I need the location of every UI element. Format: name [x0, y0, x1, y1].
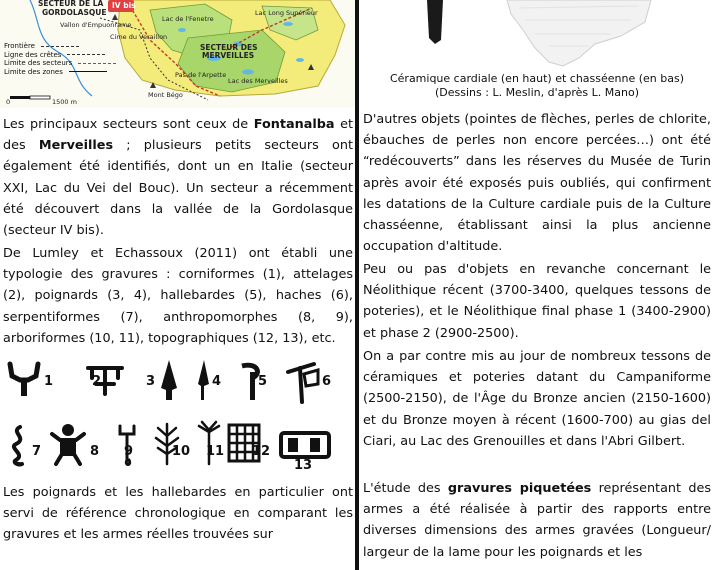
- pottery-sherd-drawing: [359, 0, 715, 72]
- figure-number-1: 1: [44, 374, 54, 389]
- left-column: [0, 0, 355, 570]
- paragraph-bronze-age: On a par contre mis au jour de nombreux tessons de céramiques et poteries datant du Campaniforme (2500-2150), de l'Âge du Bronze ancien (2150-1600) et du Bronze moyen à récent (1600-700) au gias del Ciari, au Lac des Grenouilles et dans l'Abri Gilbert.: [363, 349, 711, 449]
- figure-number-3: 3: [146, 374, 156, 389]
- map-title-line2: GORDOLASQUE: [42, 8, 107, 17]
- corniform-glyph: [6, 360, 42, 400]
- anthropomorph-glyph: [48, 420, 88, 468]
- map-scale: 1500 m: [52, 98, 77, 106]
- figure-number-5: 5: [258, 374, 268, 389]
- map-label-lac-fenetre: Lac de l'Fenetre: [162, 15, 214, 23]
- dagger-glyph: [158, 358, 180, 402]
- map-label-lac-long: Lac Long Supérieur: [255, 9, 318, 17]
- figure-number-10: 10: [172, 444, 191, 459]
- map-label-bego: Mont Bégo: [148, 91, 183, 99]
- paragraph-objects: D'autres objets (pointes de flèches, perles de chlorite, ébauches de perles non encore percées…) ont été “redécouverts” dans les réserves du Musée de Turin après avoir été exposés puis oubliés, qui confirment les datations de la Culture cardiale puis de la Culture chasséenne, établissant ainsi la plus ancienne occupation d'altitude.: [363, 112, 711, 255]
- map-sector-merveilles-1: SECTEUR DES: [200, 43, 258, 52]
- paragraph-engravings-study: L'étude des gravures piquetées représentant des armes a été réalisée à partir des rapports entre diverses dimensions des armes gravées (Longueur/ largeur de la lame pour les poignards et les: [363, 481, 711, 560]
- legend-frontier: Frontière: [4, 42, 116, 51]
- figure-number-8: 8: [90, 444, 100, 459]
- sector-map: [0, 0, 355, 108]
- figure-number-4: 4: [212, 374, 222, 389]
- map-label-arpette: Pas de l'Arpette: [175, 71, 227, 79]
- map-label-lac-merveilles: Lac des Merveilles: [228, 77, 288, 85]
- term-fontanalba: Fontanalba: [253, 117, 335, 132]
- paragraph-sectors: Les principaux secteurs sont ceux de Fontanalba et des Merveilles ; plusieurs petits secteurs ont également été identifiés, dont un en Italie (secteur XXI, Lac du Vei del Bouc). Un secteur a récemment été découvert dans la vallée de la Gordolasque (secteur IV bis).: [3, 117, 353, 239]
- figure-number-13: 13: [294, 458, 313, 473]
- legend-swatch: [78, 63, 116, 64]
- map-legend: [4, 42, 116, 76]
- engraving-typology-figure: [0, 358, 355, 478]
- arboriform-glyph-2: [196, 420, 225, 466]
- figure-number-6: 6: [322, 374, 332, 389]
- map-sector-merveilles-2: MERVEILLES: [202, 51, 255, 60]
- map-sector-badge: IV bis: [112, 1, 136, 10]
- dagger-glyph-2: [196, 358, 212, 402]
- legend-sector-limit: Limite des secteurs: [4, 59, 116, 68]
- map-scale-zero: 0: [6, 98, 11, 106]
- paragraph-neolithic: Peu ou pas d'objets en revanche concernant le Néolithique récent (3700-3400, quelques tessons de poteries), et le Néolithique final phase 1 (3400-2900) et phase 2 (2900-2500).: [363, 262, 711, 341]
- caption-line-2: (Dessins : L. Meslin, d'après L. Mano): [435, 86, 639, 99]
- map-label-vallon: Vallon d'Empuonrame: [60, 21, 132, 29]
- axe-glyph: [284, 360, 322, 404]
- term-merveilles: Merveilles: [38, 138, 114, 154]
- legend-zone-limit: Limite des zones: [4, 68, 116, 77]
- yoke-glyph: [84, 360, 126, 400]
- figure-number-9: 9: [124, 444, 134, 459]
- arboriform-glyph: [152, 420, 182, 466]
- term-gravures-piquetees: gravures piquetées: [447, 481, 592, 496]
- figure-number-11: 11: [206, 444, 225, 459]
- paragraph-weapons: Les poignards et les hallebardes en particulier ont servi de référence chronologique en comparant les gravures et les armes réelles trouvées sur: [3, 485, 353, 543]
- map-title-line1: SECTEUR DE LA: [38, 0, 104, 8]
- legend-swatch: [41, 46, 79, 47]
- legend-swatch: [67, 54, 105, 55]
- figure-number-12: 12: [252, 444, 271, 459]
- figure-caption: [359, 72, 715, 100]
- right-column: [359, 0, 715, 570]
- topographic-rect-glyph: [278, 430, 332, 460]
- figure-number-7: 7: [32, 444, 42, 459]
- paragraph-typology: De Lumley et Echassoux (2011) ont établi une typologie des gravures : corniformes (1), attelages (2), poignards (3, 4), hallebardes (5), haches (6), serpentiformes (7), anthropomorphes (8, 9), arboriformes (10, 11), topographiques (12, 13), etc.: [3, 246, 353, 346]
- serpentiform-glyph: [6, 424, 32, 468]
- map-label-veraillon: Cime du Veraillon: [110, 33, 168, 41]
- legend-crest: Ligne des crêtes: [4, 51, 116, 60]
- figure-number-2: 2: [92, 374, 102, 389]
- caption-line-1: Céramique cardiale (en haut) et chasséenne (en bas): [389, 72, 685, 85]
- legend-swatch: [69, 71, 107, 72]
